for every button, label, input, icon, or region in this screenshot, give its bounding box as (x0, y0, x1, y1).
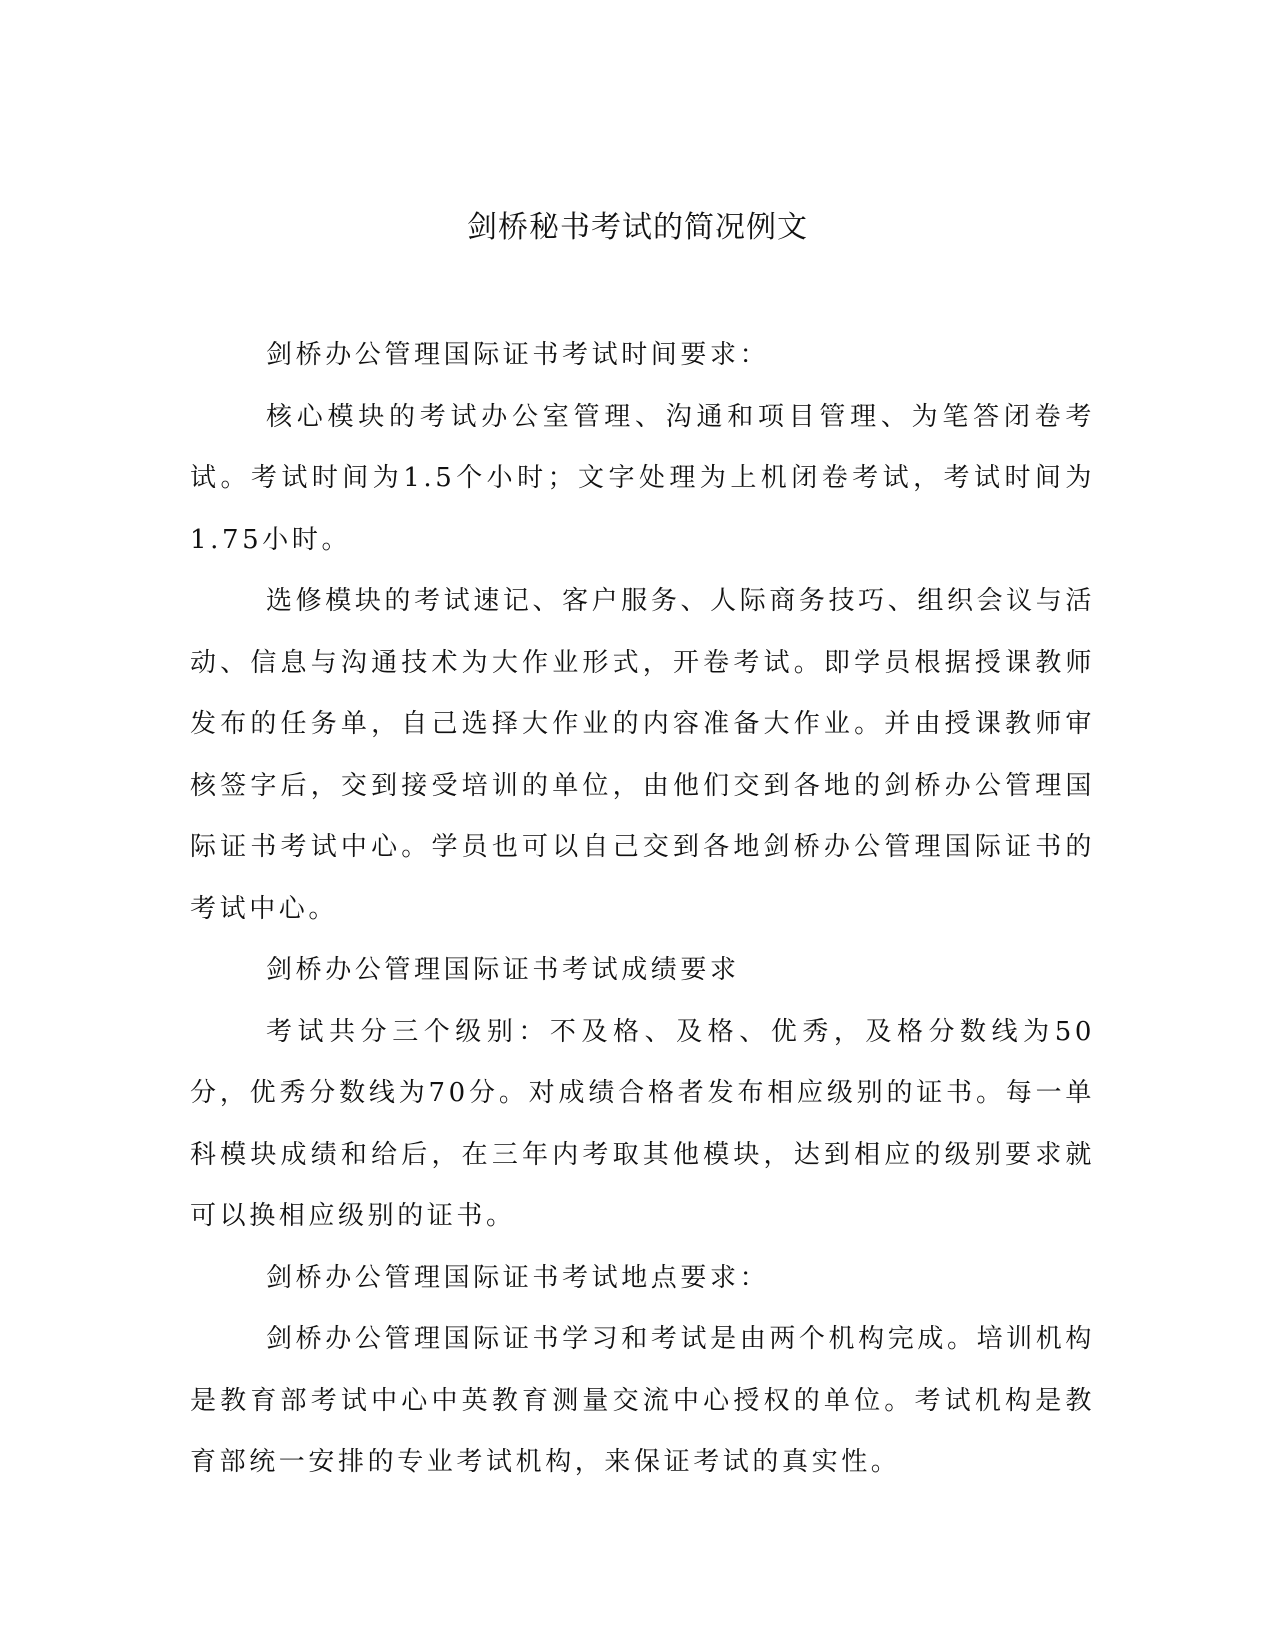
paragraph-time-requirement-heading: 剑桥办公管理国际证书考试时间要求： (266, 340, 770, 370)
paragraph-score-requirement-heading: 剑桥办公管理国际证书考试成绩要求 (266, 955, 740, 985)
paragraph-grade-levels: 考试共分三个级别：不及格、及格、优秀，及格分数线为50分，优秀分数线为70分。对成绩合格者发布相应级别的证书。每一单科模块成绩和给后，在三年内考取其他模块，达到相应的级别要求就可以换相应级别的证书。 (190, 1016, 1095, 1231)
document-title: 剑桥秘书考试的简况例文 (467, 210, 808, 245)
paragraph-location-requirement-heading: 剑桥办公管理国际证书考试地点要求： (266, 1262, 770, 1293)
paragraph-institutions: 剑桥办公管理国际证书学习和考试是由两个机构完成。培训机构是教育部考试中心中英教育测量交流中心授权的单位。考试机构是教育部统一安排的专业考试机构，来保证考试的真实性。 (190, 1324, 1095, 1477)
document-body (190, 325, 1095, 1494)
paragraph-elective-modules: 选修模块的考试速记、客户服务、人际商务技巧、组织会议与活动、信息与沟通技术为大作业形式，开卷考试。即学员根据授课教师发布的任务单，自己选择大作业的内容准备大作业。并由授课教师审核签字后，交到接受培训的单位，由他们交到各地的剑桥办公管理国际证书考试中心。学员也可以自己交到各地剑桥办公管理国际证书的考试中心。 (190, 586, 1095, 924)
paragraph-core-modules: 核心模块的考试办公室管理、沟通和项目管理、为笔答闭卷考试。考试时间为1.5个小时；文字处理为上机闭卷考试，考试时间为1.75小时。 (190, 401, 1095, 555)
